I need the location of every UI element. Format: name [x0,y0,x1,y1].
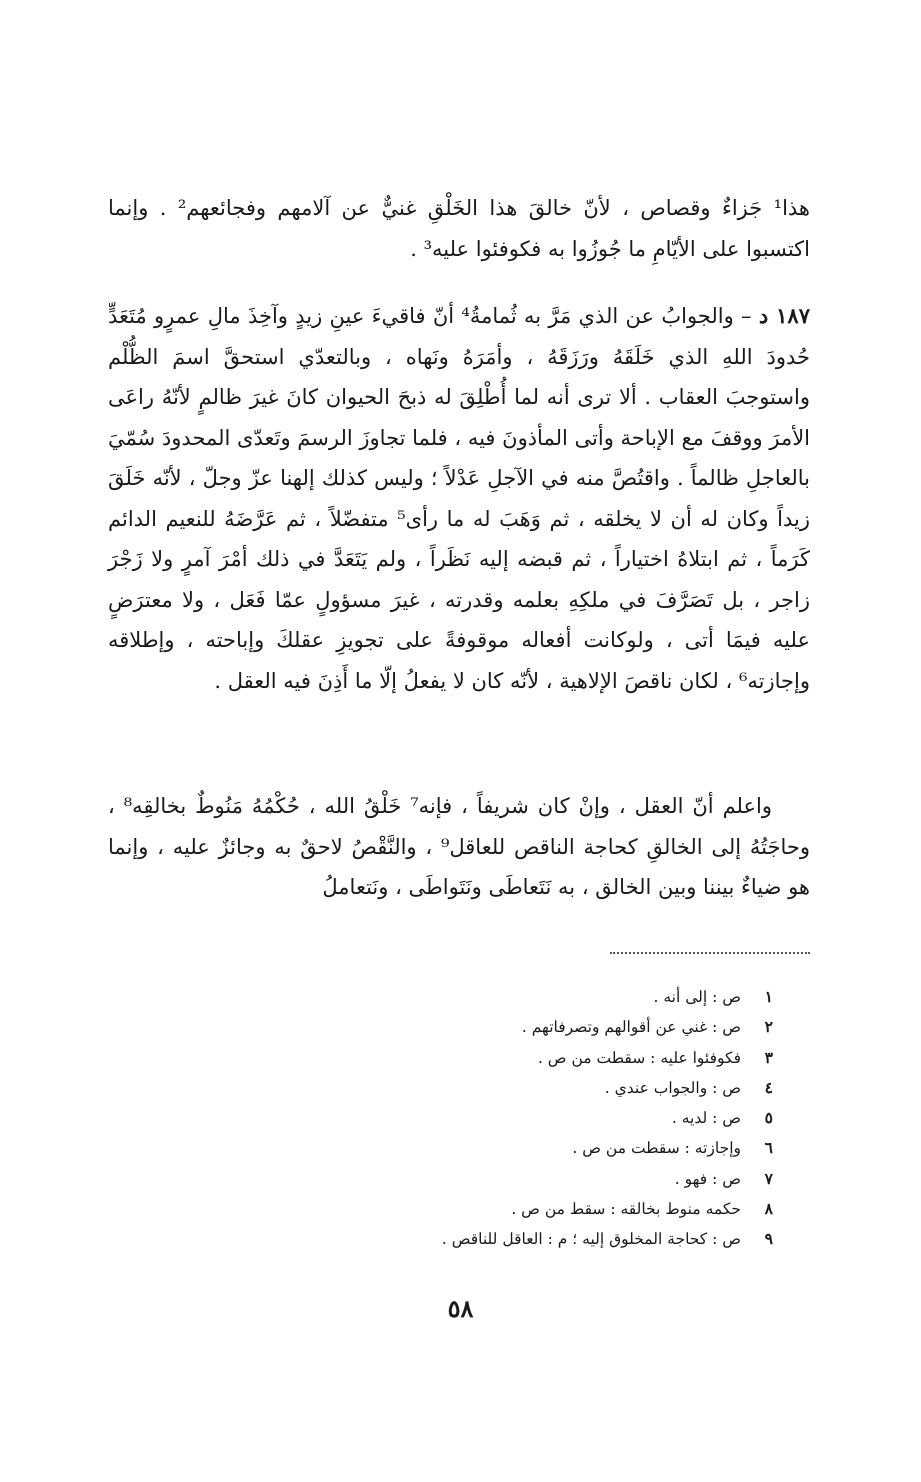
footnote-item [313,1194,773,1224]
paragraph-number: ١٨٧ د [758,303,810,328]
page-number: ٥٨ [447,1294,474,1323]
paragraph-2 [108,296,810,701]
footnote-number: ٩ [764,1229,773,1249]
footnote-number: ٤ [764,1077,773,1097]
footnote-number: ٨ [764,1199,773,1219]
paragraph-1: هذا¹ جَزاءٌ وقصاص ، لأنّ خالقَ هذا الخَلْقِ غنيٌّ عن آلامهم وفجائعهم² . وإنما اكتسبوا على الأيّامِ ما جُوزُوا به فكوفئوا عليه³ . [108,196,810,261]
footnote-text: ص : والجواب عندي . [604,1078,741,1097]
footnote-item [313,1073,773,1103]
paragraph-intellect [108,786,810,908]
footnote-text: حكمه منوط بخالقه : سقط من ص . [511,1200,741,1219]
footnote-text: ص : لديه . [671,1109,741,1128]
footnote-number: ٥ [764,1108,773,1128]
footnote-text: ص : غني عن أقوالهم وتصرفاتهم . [521,1018,741,1037]
footnote-number: ٣ [764,1047,773,1067]
paragraph-continuation [108,188,810,269]
footnote-number: ١ [764,987,773,1006]
footnote-item [313,1043,773,1073]
footnote-item [313,1133,773,1163]
paragraph-187 [108,296,810,701]
footnote-number: ٢ [764,1017,773,1037]
footnotes-list [313,982,773,1255]
footnote-text: فكوفئوا عليه : سقطت من ص . [537,1048,741,1067]
footnote-item [313,982,773,1012]
footnote-item [313,1012,773,1042]
paragraph-2-text: – والجوابُ عن الذي مَرَّ به ثُمامةُ⁴ أنّ فاقيءَ عينِ زيدٍ وآخِذَ مالِ عمرٍو مُتَعَدٍّ حُدودَ اللهِ الذي خَلَقَهُ ورَزَقَهُ ، وأمَرَهُ ونَهاه ، وبالتعدّي استحقَّ اسمَ الظُّلْم واستوجبَ العقاب . ألا ترى أنه لما أُطْلِقَ له ذبحَ الحيوان كانَ غيرَ ظالمٍ لأنّهُ راعَى الأمرَ ووقفَ مع الإباحة وأتى المأذونَ فيه ، فلما تجاوزَ الرسمَ وتَعدّى المحدودَ سُمّيَ بالعاجلِ ظالماً . واقتُصَّ منه في الآجلِ عَدْلاً ؛ وليس كذلك إلهنا عزّ وجلّ ، لأنّه خَلَقَ زيداً وكان له أن لا يخلقه ، ثم وَهَبَ له ما رأى⁵ متفضّلاً ، ثم عَرَّضَهُ للنعيم الدائم كَرَماً ، ثم ابتلاهُ اختياراً ، ثم قبضه إليه نَظَراً ، ولم يَتَعَدَّ في ذلك أمْرَ آمرٍ ولا زَجْرَ زاجر ، بل تَصَرَّفَ في ملكِهِ بعلمه وقدرته ، غيرَ مسؤولٍ عمّا فَعَل ، ولا معترَضٍ عليه فيمَا أتى ، ولوكانت أفعاله موقوفةً على تجويزِ عقلكَ وإباحته ، وإطلاقه وإجازته⁶ ، لكان ناقصَ الإلاهية ، لأنّه كان لا يفعلُ إلّا ما أَذِنَ فيه العقل . [108,304,810,693]
footnote-item [313,1164,773,1194]
footnote-item [313,1224,773,1254]
footnote-text: ص : فهو . [674,1169,741,1188]
paragraph-3: واعلم أنّ العقل ، وإنْ كان شريفاً ، فإنه⁷ خَلْقُ الله ، حُكْمُهُ مَنُوطٌ بخالقِه⁸ ، وحاجَتُهُ إلى الخالقِ كحاجة الناقص للعاقل⁹ ، والنَّقْصُ لاحقٌ به وجائزٌ عليه ، وإنما هو ضياءٌ بيننا وبين الخالق ، به نَتَعاطَى ونَتَواطَى ، ونَتعاملُ [108,794,811,899]
footnote-divider [610,952,810,954]
footnote-item [313,1103,773,1133]
footnote-number: ٦ [764,1138,773,1158]
footnote-text: ص : كحاجة المخلوق إليه ؛ م : العاقل للناقص . [441,1230,741,1249]
footnote-number: ٧ [764,1168,773,1188]
footnote-text: وإجازته : سقطت من ص . [572,1139,741,1158]
footnote-text: ص : إلى أنه . [653,988,741,1006]
